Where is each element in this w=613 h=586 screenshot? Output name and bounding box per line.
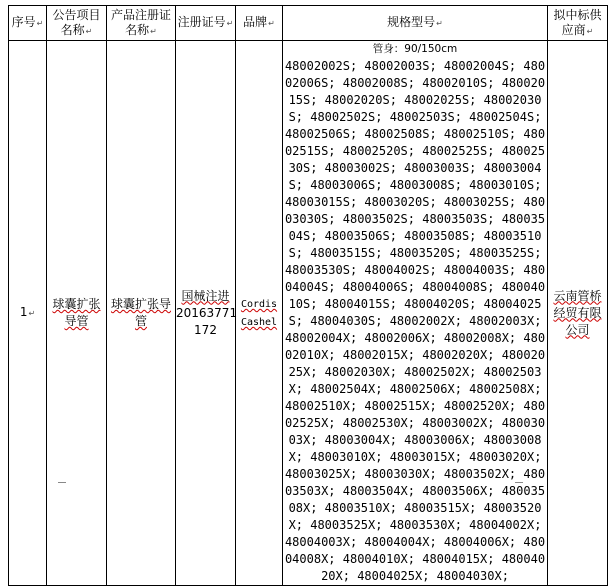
table-row: [9, 41, 608, 586]
page-corner-mark-left: [58, 482, 66, 487]
header-spec: 规格型号↵: [283, 6, 548, 41]
procurement-table: [8, 5, 608, 586]
header-brand: 品牌↵: [236, 6, 283, 41]
page-corner-mark-right: [515, 482, 523, 487]
header-seq: 序号↵: [9, 6, 47, 41]
header-row: [9, 6, 608, 41]
cell-spec: [283, 41, 548, 586]
cell-supplier: 云南管桥经贸有限公司: [548, 41, 608, 586]
header-project: 公告项目名称↵: [47, 6, 107, 41]
cell-product: 球囊扩张导管: [107, 41, 176, 586]
header-product: 产品注册证名称↵: [107, 6, 176, 41]
header-supplier: 拟中标供应商↵: [548, 6, 608, 41]
spec-title: 管身：90/150cm: [372, 43, 458, 55]
header-reg-no: 注册证号↵: [176, 6, 236, 41]
cell-seq: 1↵: [9, 41, 47, 586]
spec-codes: 48002002S; 48002003S; 48002004S; 48002006S; 48002008S; 48002010S; 48002015S; 48002020S; 48002025S; 48002030S; 48002502S; 48002503S; 48002504S; 48002506S; 48002508S; 48002510S; 48002515S; 48002520S; 48002525S; 48002530S; 48003002S; 48003003S; 48003004S; 48003006S; 48003008S; 48003010S; 48003015S; 48003020S; 48003025S; 48003030S; 48003502S; 48003503S; 48003504S; 48003506S; 48003508S; 48003510S; 48003515S; 48003520S; 48003525S; 48003530S; 48004002S; 48004003S; 48004004S; 48004006S; 48004008S; 48004010S; 48004015S; 48004020S; 48004025S; 48004030S; 48002002X; 48002003X; 48002004X; 48002006X; 48002008X; 48002010X; 48002015X; 48002020X; 48002025X; 48002030X; 48002502X; 48002503X; 48002504X; 48002506X; 48002508X; 48002510X; 48002515X; 48002520X; 48002525X; 48002530X; 48003002X; 48003003X; 48003004X; 48003006X; 48003008X; 48003010X; 48003015X; 48003020X; 48003025X; 48003030X; 48003502X; 48003503X; 48003504X; 48003506X; 48003508X; 48003510X; 48003515X; 48003520X; 48003525X; 48003530X; 48004002X; 48004003X; 48004004X; 48004006X; 48004008X; 48004010X; 48004015X; 48004020X; 48004025X; 48004030X;: [284, 59, 546, 583]
cell-reg-no: 国械注进 20163771 172: [176, 41, 236, 586]
cell-project: 球囊扩张导管: [47, 41, 107, 586]
cell-brand: Cordis Cashel: [236, 41, 283, 586]
